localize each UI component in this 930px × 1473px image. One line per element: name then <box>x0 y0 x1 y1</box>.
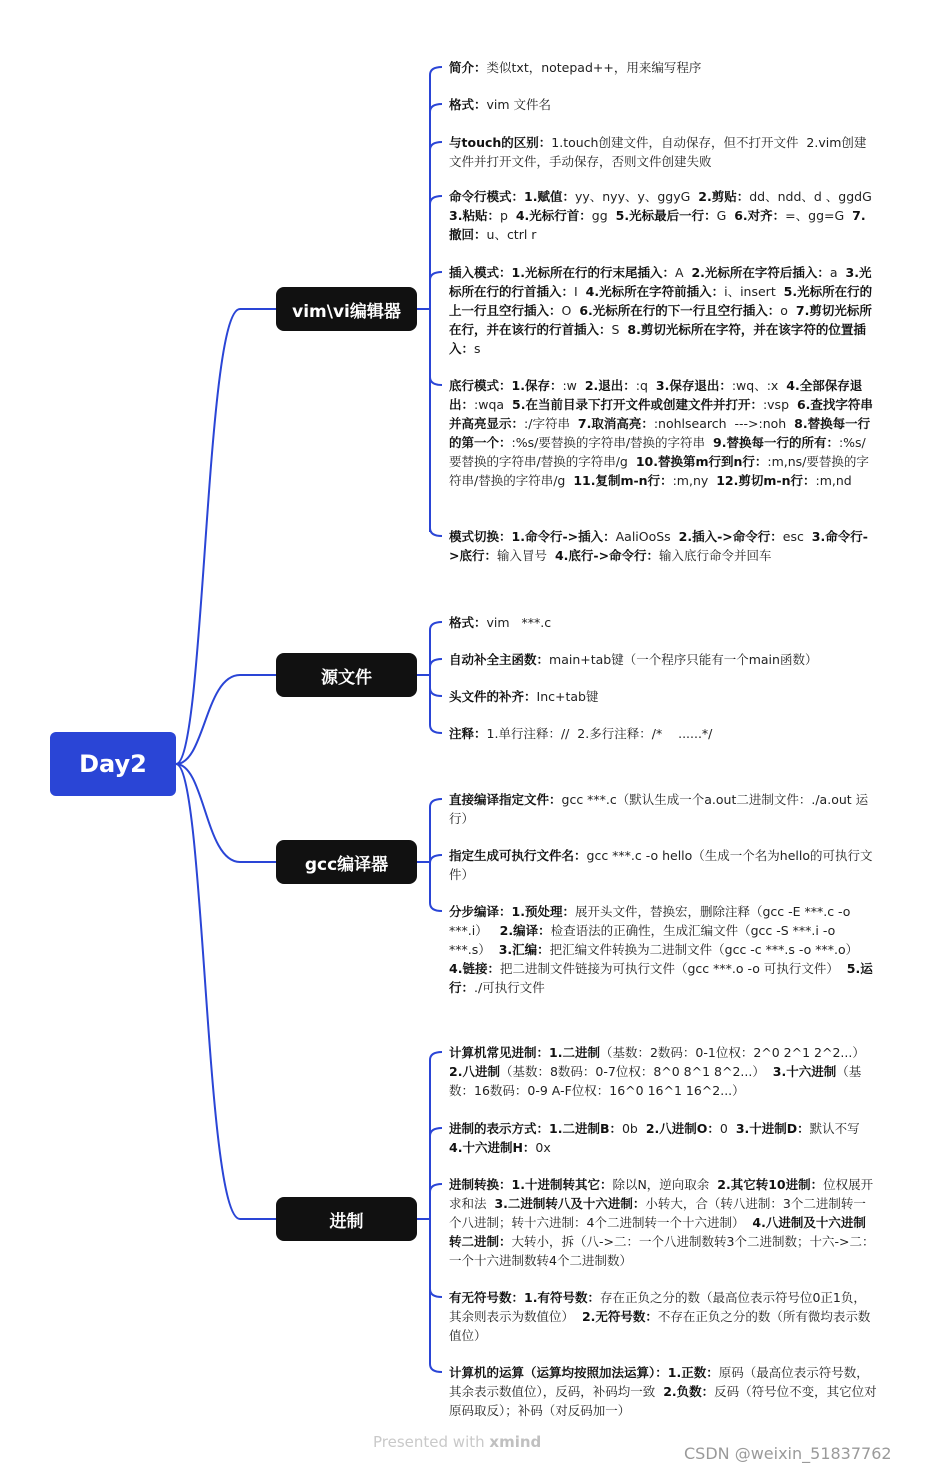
leaf-number-base-4[interactable]: 有无符号数：1.有符号数：存在正负之分的数（最高位表示符号位0正1负，其余则表示为数值位） 2.无符号数：不存在正负之分的数（所有微均表示数值位） <box>449 1290 871 1343</box>
branch-gcc-compiler[interactable]: gcc编译器 <box>276 840 417 884</box>
leaf-vim-editor-2[interactable]: 格式：vim 文件名 <box>449 97 552 112</box>
leaf-vim-editor-3[interactable]: 与touch的区别：1.touch创建文件，自动保存，但不打开文件 2.vim创建文件并打开文件，手动保存，否则文件创建失败 <box>449 135 867 169</box>
csdn-watermark: CSDN @weixin_51837762 <box>684 1444 892 1463</box>
leaf-link-number-base-2 <box>430 1128 442 1136</box>
branch-source-file[interactable]: 源文件 <box>276 653 417 697</box>
leaf-link-source-file-2 <box>430 659 442 667</box>
leaf-link-gcc-compiler-1 <box>430 799 442 807</box>
leaf-vim-editor-6[interactable]: 底行模式：1.保存：:w 2.退出：:q 3.保存退出：:wq、:x 4.全部保存退出：:wqa 5.在当前目录下打开文件或创建文件并打开：:vsp 6.查找字符串并高亮显示：:/字符串 7.取消高亮：:nohlsearch --->:noh 8.替换每一行的第一个：:%s/要替换的字符串/替换的字符串 9.替换每一行的所有：:%s/要替换的字符串/替换的字符串/g 10.替换第m行到n行：:m,ns/要替换的字符串/替换的字符串/g 11.复制m-n行：:m,ny 12.剪切m-n行：:m,nd <box>449 378 873 488</box>
leaf-number-base-3[interactable]: 进制转换：1.十进制转其它：除以N，逆向取余 2.其它转10进制：位权展开求和法 3.二进制转八及十六进制：小转大，合（转八进制：3个二进制转一个八进制；转十六进制：4个二进制转一个十六进制） 4.八进制及十六进制转二进制：大转小，拆（八->二：一个八进制数转3个二进制数；十六->二：一个十六进制数转4个二进制数） <box>449 1177 875 1268</box>
leaf-link-gcc-compiler-3 <box>430 903 442 911</box>
leaf-link-number-base-5 <box>430 1364 442 1372</box>
leaf-link-number-base-1 <box>430 1052 442 1060</box>
leaf-link-gcc-compiler-2 <box>430 855 442 863</box>
leaf-vim-editor-7[interactable]: 模式切换：1.命令行->插入：AaliOoSs 2.插入->命令行：esc 3.命令行->底行：输入冒号 4.底行->命令行：输入底行命令并回车 <box>449 529 868 563</box>
leaf-source-file-4[interactable]: 注释：1.单行注释：// 2.多行注释：/* ......*/ <box>449 726 713 741</box>
root-topic[interactable]: Day2 <box>50 732 176 796</box>
brand-prefix: Presented with <box>373 1433 490 1451</box>
leaf-link-source-file-3 <box>430 688 442 696</box>
leaf-link-vim-editor-7 <box>430 528 442 536</box>
leaf-source-file-1[interactable]: 格式：vim ***.c <box>449 615 552 630</box>
root-link-vim-editor <box>176 309 276 764</box>
leaf-source-file-3[interactable]: 头文件的补齐：Inc+tab键 <box>449 689 599 704</box>
leaf-gcc-compiler-3[interactable]: 分步编译：1.预处理：展开头文件，替换宏，删除注释（gcc -E ***.c -o ***.i） 2.编译：检查语法的正确性，生成汇编文件（gcc -S ***.i -o ***.s） 3.汇编：把汇编文件转换为二进制文件（gcc -c ***.s -o ***.o） 4.链接：把二进制文件链接为可执行文件（gcc ***.o -o 可执行文件） 5.运行：./可执行文件 <box>449 904 873 995</box>
leaf-link-vim-editor-1 <box>430 67 442 75</box>
leaf-link-vim-editor-3 <box>430 142 442 150</box>
leaf-vim-editor-4[interactable]: 命令行模式：1.赋值：yy、nyy、y、ggyG 2.剪贴：dd、ndd、d 、ggdG 3.粘贴：p 4.光标行首：gg 5.光标最后一行：G 6.对齐：=、gg=G 7.撤回：u、ctrl r <box>449 189 876 242</box>
leaf-source-file-2[interactable]: 自动补全主函数：main+tab键（一个程序只能有一个main函数） <box>449 652 818 667</box>
leaf-number-base-2[interactable]: 进制的表示方式：1.二进制B：0b 2.八进制O：0 3.十进制D：默认不写 4.十六进制H：0x <box>449 1121 864 1155</box>
leaf-link-vim-editor-4 <box>430 196 442 204</box>
leaf-gcc-compiler-1[interactable]: 直接编译指定文件：gcc ***.c（默认生成一个a.out二进制文件：./a.out 运行） <box>449 792 869 826</box>
leaf-link-vim-editor-2 <box>430 104 442 112</box>
branch-vim-editor[interactable]: vim\vi编辑器 <box>276 287 417 331</box>
leaf-link-vim-editor-5 <box>430 272 442 280</box>
leaf-link-vim-editor-6 <box>430 377 442 385</box>
leaf-link-number-base-4 <box>430 1289 442 1297</box>
leaf-link-source-file-4 <box>430 725 442 733</box>
root-link-number-base <box>176 764 276 1219</box>
leaf-link-source-file-1 <box>430 622 442 630</box>
leaf-link-number-base-3 <box>430 1184 442 1192</box>
leaf-vim-editor-1[interactable]: 简介：类似txt，notepad++，用来编写程序 <box>449 60 702 75</box>
xmind-brand <box>373 1433 541 1451</box>
leaf-gcc-compiler-2[interactable]: 指定生成可执行文件名：gcc ***.c -o hello（生成一个名为hello的可执行文件） <box>449 848 873 882</box>
leaf-vim-editor-5[interactable]: 插入模式：1.光标所在行的行末尾插入：A 2.光标所在字符后插入：a 3.光标所在行的行首插入：I 4.光标所在字符前插入：i、insert 5.光标所在行的上一行且空行插入：O 6.光标所在行的下一行且空行插入：o 7.剪切光标所在行，并在该行的行首插入：S 8.剪切光标所在字符，并在该字符的位置插入：s <box>449 265 873 356</box>
leaf-number-base-5[interactable]: 计算机的运算（运算均按照加法运算）：1.正数：原码（最高位表示符号数，其余表示数值位），反码，补码均一致 2.负数：反码（符号位不变，其它位对原码取反）；补码（对反码加一） <box>449 1365 877 1418</box>
brand-name: xmind <box>489 1433 542 1451</box>
leaf-number-base-1[interactable]: 计算机常见进制：1.二进制（基数：2数码：0-1位权：2^0 2^1 2^2...） 2.八进制（基数：8数码：0-7位权：8^0 8^1 8^2...） 3.十六进制（基数：16数码：0-9 A-F位权：16^0 16^1 16^2...） <box>449 1045 869 1098</box>
branch-number-base[interactable]: 进制 <box>276 1197 417 1241</box>
